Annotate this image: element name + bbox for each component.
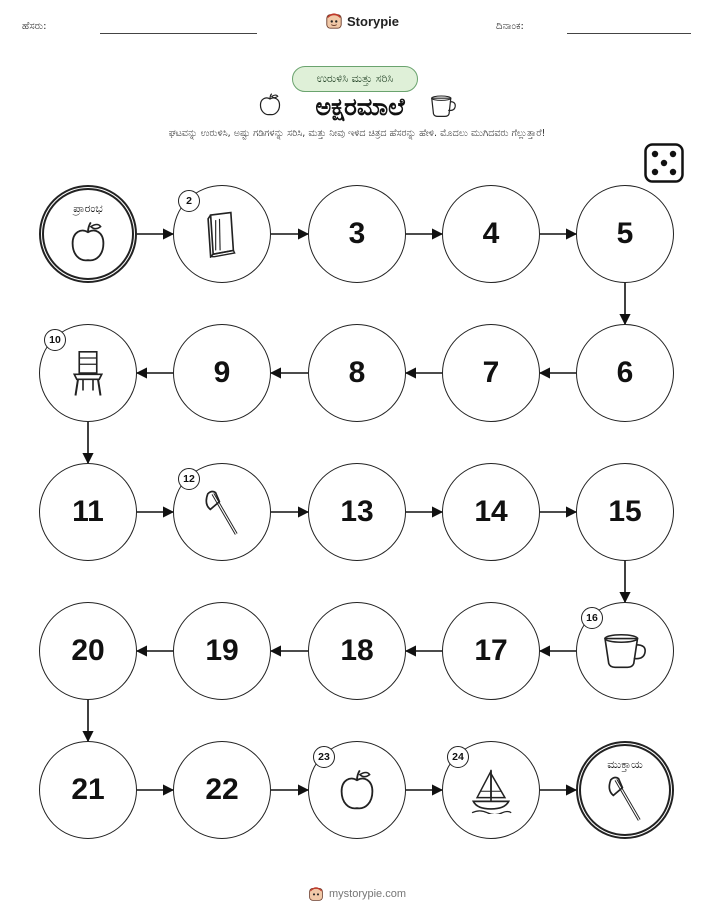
board-cell-3[interactable] (308, 185, 406, 283)
cell-number-badge: 16 (581, 607, 603, 629)
page-title: ಅಕ್ಷರಮಾಲೆ (315, 93, 405, 121)
footer (0, 886, 714, 902)
cell-number: 6 (616, 356, 634, 389)
cell-number: 5 (616, 217, 634, 250)
cell-number: 17 (474, 634, 508, 667)
footer-url[interactable]: mystorypie.com (328, 888, 407, 900)
cell-number: 3 (348, 217, 366, 250)
board-cell-24[interactable] (442, 741, 540, 839)
cell-number-badge: 23 (313, 746, 335, 768)
board-cell-18[interactable] (308, 602, 406, 700)
board-cell-2[interactable] (173, 185, 271, 283)
cell-number: 13 (340, 495, 374, 528)
board-cell-14[interactable] (442, 463, 540, 561)
cell-number: 8 (348, 356, 366, 389)
cell-number: 21 (71, 773, 105, 806)
finish-label: ಮುಕ್ತಾಯ (607, 758, 643, 771)
board-cell-12[interactable] (173, 463, 271, 561)
board-cell-20[interactable] (39, 602, 137, 700)
cell-number: 18 (340, 634, 374, 667)
name-label: ಹೆಸರು: (22, 21, 47, 32)
cell-number-badge: 24 (447, 746, 469, 768)
board-cell-5[interactable] (576, 185, 674, 283)
cell-number-badge: 10 (44, 329, 66, 351)
board-cell-10[interactable] (39, 324, 137, 422)
board-cell-9[interactable] (173, 324, 271, 422)
board-cell-15[interactable] (576, 463, 674, 561)
board-cell-16[interactable] (576, 602, 674, 700)
cell-number: 9 (213, 356, 231, 389)
cell-number: 11 (72, 495, 104, 528)
book-icon (203, 210, 241, 258)
cell-number: 7 (482, 356, 500, 389)
board-cell-6[interactable] (576, 324, 674, 422)
board-cell-4[interactable] (442, 185, 540, 283)
apple-icon (336, 767, 378, 813)
board-cell-19[interactable] (173, 602, 271, 700)
chair-icon (68, 348, 108, 398)
axe-icon (200, 486, 244, 538)
board-cell-11[interactable] (39, 463, 137, 561)
board-cell-13[interactable] (308, 463, 406, 561)
board-cell-21[interactable] (39, 741, 137, 839)
cell-number: 14 (474, 495, 508, 528)
cell-number: 19 (205, 634, 239, 667)
board-cell-1[interactable] (39, 185, 137, 283)
cup-icon (600, 630, 650, 672)
board-cell-8[interactable] (308, 324, 406, 422)
cell-number: 22 (205, 773, 239, 806)
boat-icon (469, 766, 513, 814)
board-cell-7[interactable] (442, 324, 540, 422)
cell-number: 4 (482, 217, 500, 250)
instructions: ಘಟವನ್ನು ಉರುಳಿಸಿ, ಅಷ್ಟು ಗಡಿಗಳನ್ನು ಸರಿಸಿ, ಮತ್ತು ನೀವು ಇಳಿದ ಚಿತ್ರದ ಹೆಸರನ್ನು ಹೇಳಿ. ಮೊದಲು ಮುಗಿದವರು ಗೆಲ್ಲುತ್ತಾರೆ! (168, 128, 546, 139)
cell-number: 15 (608, 495, 642, 528)
cell-number-badge: 12 (178, 468, 200, 490)
board-cell-22[interactable] (173, 741, 271, 839)
date-label: ದಿನಾಂಕ: (496, 21, 524, 32)
board-cell-23[interactable] (308, 741, 406, 839)
game-type-badge: ಉರುಳಿಸಿ ಮತ್ತು ಸರಿಸಿ (292, 66, 418, 92)
start-label: ಪ್ರಾರಂಭ (73, 202, 103, 215)
cell-number: 20 (71, 634, 105, 667)
board-cell-17[interactable] (442, 602, 540, 700)
cell-number-badge: 2 (178, 190, 200, 212)
brand-name: Storypie (347, 13, 400, 29)
board-cell-25[interactable] (576, 741, 674, 839)
storypie-mascot-icon (308, 886, 324, 902)
